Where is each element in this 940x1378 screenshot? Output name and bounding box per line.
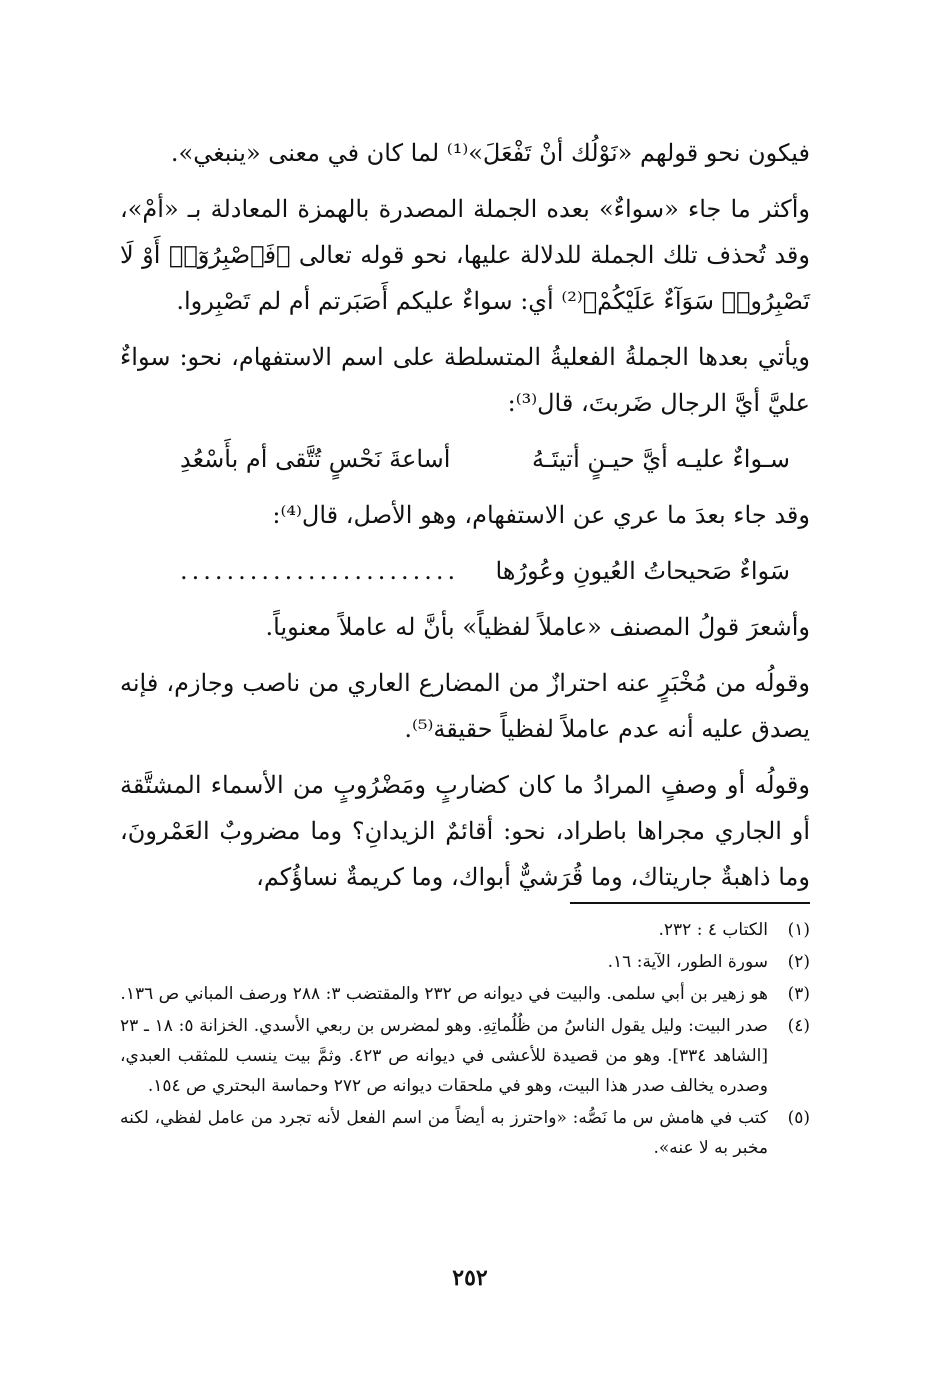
footnote-number: (٣) — [787, 984, 810, 1004]
verse-2-first-hemistich: سَواءٌ صَحيحاتُ العُيونِ وعُورُها — [495, 557, 790, 585]
footnote-text: الكتاب ٤ : ٢٣٢. — [658, 920, 768, 940]
footnote — [120, 979, 810, 1009]
page-number: ٢٥٢ — [452, 1265, 488, 1291]
footnote-text: سورة الطور، الآية: ١٦. — [607, 952, 768, 972]
footnote — [120, 1103, 810, 1163]
paragraph-4: وقد جاء بعدَ ما عري عن الاستفهام، وهو الأصل، قال⁽⁴⁾: — [272, 501, 810, 529]
footnote — [120, 947, 810, 977]
paragraph-2: وأكثر ما جاء «سواءٌ» بعده الجملة المصدرة بالهمزة المعادلة بـ «أمْ»، وقد تُحذف تلك الجملة للدلالة عليها، نحو قوله تعالى ﴿فَٱصْبِرُوٓا۟ أَوْ لَا تَصْبِرُوا۟ سَوَآءٌ عَلَيْكُمْ﴾⁽²⁾ أي: سواءٌ عليكم أَصَبَرتم أم لم تَصْبِروا. — [120, 195, 810, 315]
footnote-divider — [570, 902, 810, 904]
footnote-number: (١) — [787, 920, 810, 940]
verse-2-omitted-hemistich: ........................ — [180, 557, 460, 585]
verse-1-second-hemistich: أساعةَ نَحْسٍ تُتَّقى أم بأَسْعُدِ — [180, 445, 451, 473]
footnote — [120, 915, 810, 945]
paragraph-6: وقولُه من مُخْبَرٍ عنه احترازٌ من المضارع العاري من ناصب وجازم، فإنه يصدق عليه أنه عدم عاملاً لفظياً حقيقة⁽⁵⁾. — [120, 669, 811, 743]
verse-2 — [120, 548, 810, 594]
paragraph-5: وأشعرَ قولُ المصنف «عاملاً لفظياً» بأنَّ له عاملاً معنوياً. — [265, 613, 810, 641]
paragraph-3: ويأتي بعدها الجملةُ الفعليةُ المتسلطة على اسم الاستفهام، نحو: سواءٌ عليَّ أيَّ الرجال ضَربتَ، قال⁽³⁾: — [120, 343, 810, 417]
footnote-text: هو زهير بن أبي سلمى. والبيت في ديوانه ص ٢٣٢ والمقتضب ٣: ٢٨٨ ورصف المباني ص ١٣٦. — [120, 984, 768, 1004]
footnote — [120, 1011, 810, 1101]
footnotes — [120, 915, 810, 1165]
verse-1-first-hemistich: سـواءٌ عليـه أيَّ حيـنٍ أتيتَـهُ — [532, 445, 790, 473]
footnote-number: (٤) — [787, 1016, 810, 1036]
verse-1 — [120, 436, 810, 482]
footnote-text: صدر البيت: وليل يقول الناسُ من ظُلُماتِهِ. وهو لمضرس بن ربعي الأسدي. الخزانة ٥: ١٨ ـ ٢٣ [الشاهد ٣٣٤]. وهو من قصيدة للأعشى في ديوانه ص ٤٢٣. وثمَّ بيت ينسب للمثقب العبدي، وصدره يخالف صدر هذا البيت، وهو في ملحقات ديوانه ص ٢٧٢ وحماسة البحتري ص ١٥٤. — [120, 1016, 768, 1096]
footnote-text: كتب في هامش س ما نَصُّه: «واحترز به أيضاً من اسم الفعل لأنه تجرد من عامل لفظي، لكنه مخبر به لا عنه». — [120, 1108, 768, 1158]
footnote-number: (٥) — [787, 1108, 810, 1128]
main-text — [120, 130, 810, 910]
footnote-number: (٢) — [787, 952, 810, 972]
paragraph-7: وقولُه أو وصفٍ المرادُ ما كان كضاربٍ ومَضْرُوبٍ من الأسماء المشتَّقة أو الجاري مجراها باطراد، نحو: أقائمٌ الزيدانِ؟ وما مضروبٌ العَمْرونَ، وما ذاهبةٌ جاريتاك، وما قُرَشيٌّ أبواك، وما كريمةٌ نساؤُكم، — [120, 771, 810, 891]
paragraph-1: فيكون نحو قولهم «نَوْلُك أنْ تَفْعَلَ»⁽¹⁾ لما كان في معنى «ينبغي». — [170, 139, 810, 167]
